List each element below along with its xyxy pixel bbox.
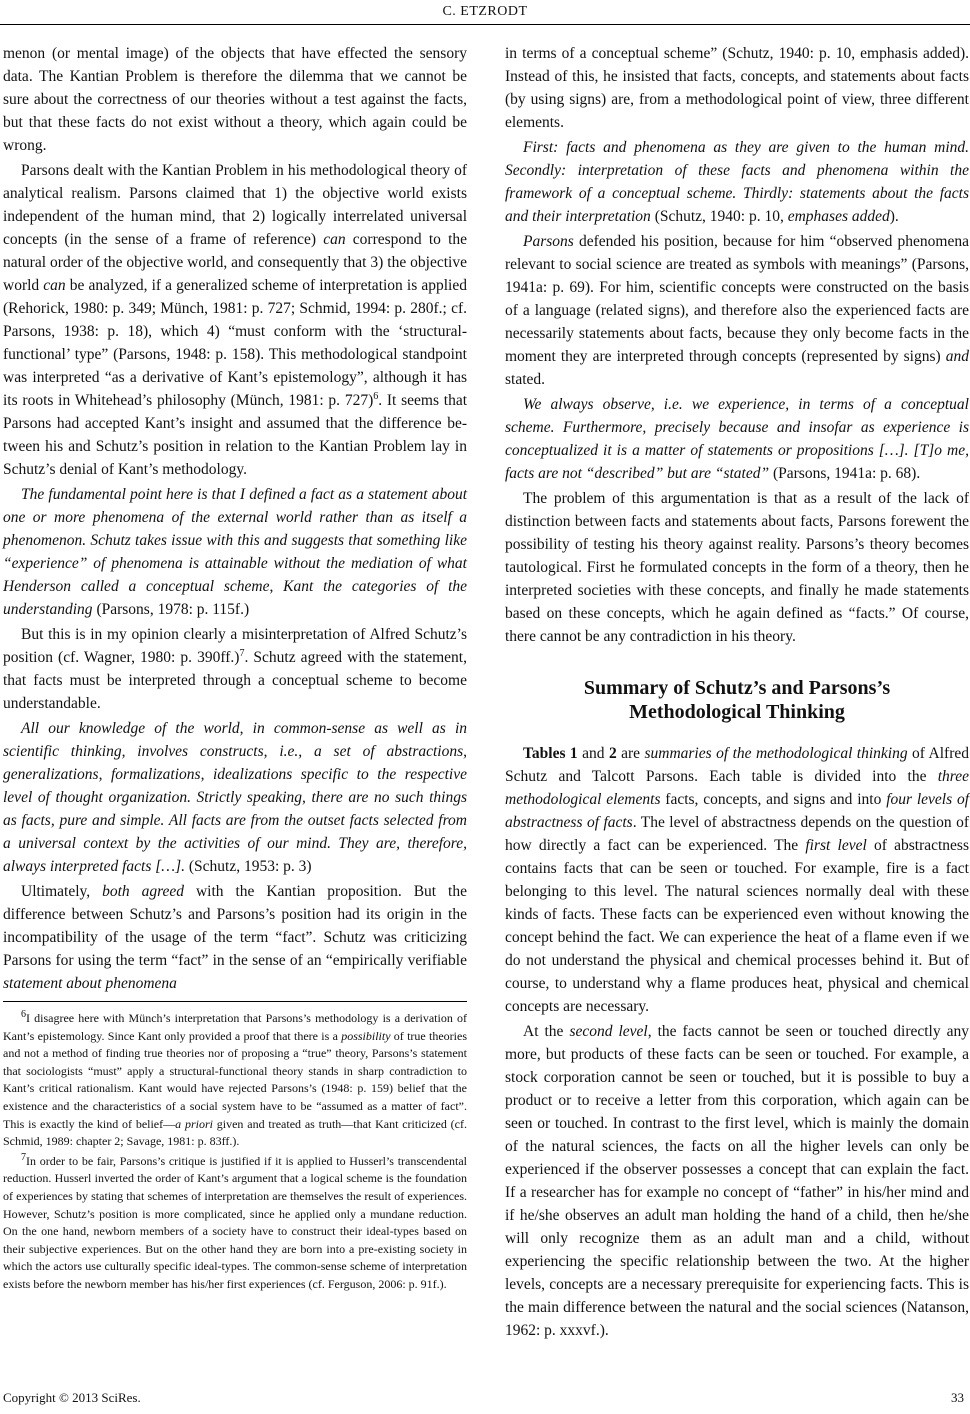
paragraph: Ultimately, both agreed with the Kantian proposition. But the difference between Schutz’s and Parsons’s position had its origin in the incompatibility of the usage of the term “fact”. Schutz was criticizing Parsons for using the term “fact” in the sense of an “empirically verifiable statement about phenomena	[3, 883, 467, 992]
footnote-7: $^7$In order to be fair, Parsons’s critique is justified if it is applied to Husserl’s transcendental reduction. Husserl inverted the order of Kant’s argument that a logical scheme is the foundation of experiences by stating that schemes of interpretation are themselves the result of experiences. However, Schutz’s position is more complicated, since he applied only a mundane reduction. On the one hand, newborn members of a society have to construct their ideal-types based on their subjective experiences. But on the other hand they are born into a pre-existing society in which the actors use culturally specific ideal-types. The common-sense scheme of interpretation exists before the newborn member has his/her first experiences (cf. Ferguson, 2006: p. 91f.).	[3, 1151, 467, 1291]
header-rule	[0, 24, 970, 25]
section-heading: Summary of Schutz’s and Parsons’s Methodological Thinking	[583, 677, 891, 723]
left-column	[3, 42, 467, 1294]
paragraph: But this is in my opinion clearly a misinterpretation of Alfred Schutz’s position (cf. Wagner, 1980: p. 390ff.)$^7$. Schutz agreed with the statement, that facts must be interpreted through a conceptual scheme to become understandable.	[3, 626, 467, 712]
footnote-rule	[3, 1001, 467, 1002]
block-quote: The fundamental point here is that I defined a fact as a statement about one or more phenomena of the external world rather than as itself a phenomenon. Schutz takes issue with this and suggests that something like “experience” of phenomena is attainable without the mediation of what Henderson called a conceptual scheme, Kant the categories of the understanding (Parsons, 1978: p. 115f.)	[3, 486, 468, 618]
table-link[interactable]: Tables 1	[523, 745, 578, 762]
paragraph: Parsons defended his position, because for him “observed phenomena relevant to social science are treated as symbols with meanings” (Parsons, 1941a: p. 69). For him, scientific concepts were constructed on the basis of a language (related signs), and therefore also the experienced facts are necessarily statements about facts, because they only become facts in the moment they are interpreted through concepts (represented by signs) and stated.	[505, 233, 969, 388]
paragraph: The problem of this argumentation is that as a result of the lack of distinction between facts and statements about facts, Parsons forewent the possibility of testing his theory against reality. Parsons’s theory becomes tautological. First he formulated concepts in the form of a theory, then he interpreted societies with these concepts, and finally he made statements based on these concepts, which he again defined as “facts.” Of course, there cannot be any contradiction in his theory.	[505, 490, 969, 645]
right-column	[505, 42, 969, 1342]
block-quote: All our knowledge of the world, in common-sense as well as in scientific thinking, involves constructs, i.e., a set of abstractions, generalizations, formalizations, idealizations specific to the respective level of thought organization. Strictly speaking, there are no such things as facts, pure and simple. All facts are from the outset facts selected from a universal context by the activities of our mind. They are, therefore, always interpreted facts […]. (Schutz, 1953: p. 3)	[3, 720, 467, 875]
paragraph: menon (or mental image) of the objects that have effected the sensory data. The Kantian Problem is therefore the dilemma that we cannot be sure about the correctness of our theories without a test against the facts, but that these facts do not exist without a theory, which again could be wrong.	[3, 45, 467, 154]
paragraph: Tables 1 and 2 are summaries of the methodological thinking of Alfred Schutz and Talcott Parsons. Each table is divided into the three methodological elements facts, concepts, and signs and into four levels of abstractness of facts. The level of abstractness depends on the question of how directly a fact can be experienced. The first level of abstractness contains facts that can be seen or touched. For example, fire is a fact belonging to this level. The natural sciences normally deal with these kinds of facts. These facts can be experienced even without knowing the concept behind the fact. We can experience the heat of a flame even if we do not understand the physical and chemical processes behind it. But of course, to understand why a flame produces heat, physical and chemical concepts are necessary.	[505, 745, 970, 1015]
footnote-ref[interactable]: 6	[373, 390, 379, 402]
block-quote: First: facts and phenomena as they are given to the human mind. Secondly: interpretation of these facts and phenomena within the framework of a conceptual scheme. Thirdly: statements about the facts and their interpretation (Schutz, 1940: p. 10, emphases added).	[505, 139, 969, 225]
paragraph: At the second level, the facts cannot be seen or touched directly any more, but products of these facts can be seen or touched. For example, a stock corporation cannot be seen or touched, but it is possible to buy a product or to receive a letter from this corporation, which again can be seen or touched. In contrast to the first level, which is mainly the domain of the natural sciences, the facts on all the higher levels can only be experienced if the observer possesses a concept that can explain the fact. If a researcher has for example no concept of “father” in his/her mind and if he/she observes an adult man holding the hand of a child, then he/she will only recognize them as an adult man and a child, without experiencing the specific relationship between the two. At the higher levels, concepts are a necessary prerequisite for experiencing facts. This is the main difference between the natural and the social sciences (Natanson, 1962: p. xxxvf.).	[505, 1023, 969, 1339]
paragraph: in terms of a conceptual scheme” (Schutz, 1940: p. 10, emphasis added). Instead of this, he insisted that facts, concepts, and statements about facts (by using signs) are, from a methodological point of view, three different elements.	[505, 45, 969, 131]
running-title: C. ETZRODT	[442, 4, 528, 19]
table-link[interactable]: 2	[608, 745, 617, 762]
footnote-ref[interactable]: 7	[239, 647, 245, 659]
paragraph: Parsons dealt with the Kantian Problem in his methodological theory of analytical realism. Parsons claimed that 1) the objective world exists independent of the human mind, that 2) logically interrelated universal concepts (in the sense of a frame of reference) can correspond to the natural order of the objective world, and consequently that 3) the objective world can be analyzed, if a generalized scheme of interpretation is applied (Rehorick, 1980: p. 349; Münch, 1981: p. 727; Schmid, 1994: p. 280f.; cf. Parsons, 1938: p. 18), which 4) “must conform with the ‘structural-functional’ type” (Parsons, 1948: p. 158). This methodological standpoint was interpreted “as a derivative of Kant’s epistemology”, although it has its roots in Whitehead’s philosophy (Münch, 1981: p. 727)$^6$. It seems that Parsons had accepted Kant’s insight and assumed that the difference between his and Schutz’s position in relation to the Kantian Problem lay in Schutz’s denial of Kant’s methodology.	[3, 162, 468, 478]
block-quote: We always observe, i.e. we experience, in terms of a conceptual scheme. Furthermore, precisely because and insofar as experience is conceptualized it is a matter of statements or propositions […]. [T]o me, facts are not “described” but are “stated” (Parsons, 1941a: p. 68).	[505, 396, 969, 482]
copyright-notice: Copyright © 2013 SciRes.	[3, 1390, 141, 1405]
footnote-6: $^6$I disagree here with Münch’s interpretation that Parsons’s methodology is a derivation of Kant’s epistemology. Since Kant only provided a proof that there is a possibility of true theories and not a method of finding true theories nor of proposing a “true” theory, Parsons’s statement that sociologists “must” apply a structural-functional theory stands in sharp contradiction to Kant’s critical rationalism. Kant would have rejected Parsons’s (1948: p. 159) belief that the existence and the characteristics of a social system have to be “assumed as a matter of fact”. This is exactly the kind of belief—a priori given and treated as truth—that Kant criticized (cf. Schmid, 1989: chapter 2; Savage, 1981: p. 83ff.).	[3, 1009, 468, 1149]
page-number: 33	[951, 1390, 964, 1405]
